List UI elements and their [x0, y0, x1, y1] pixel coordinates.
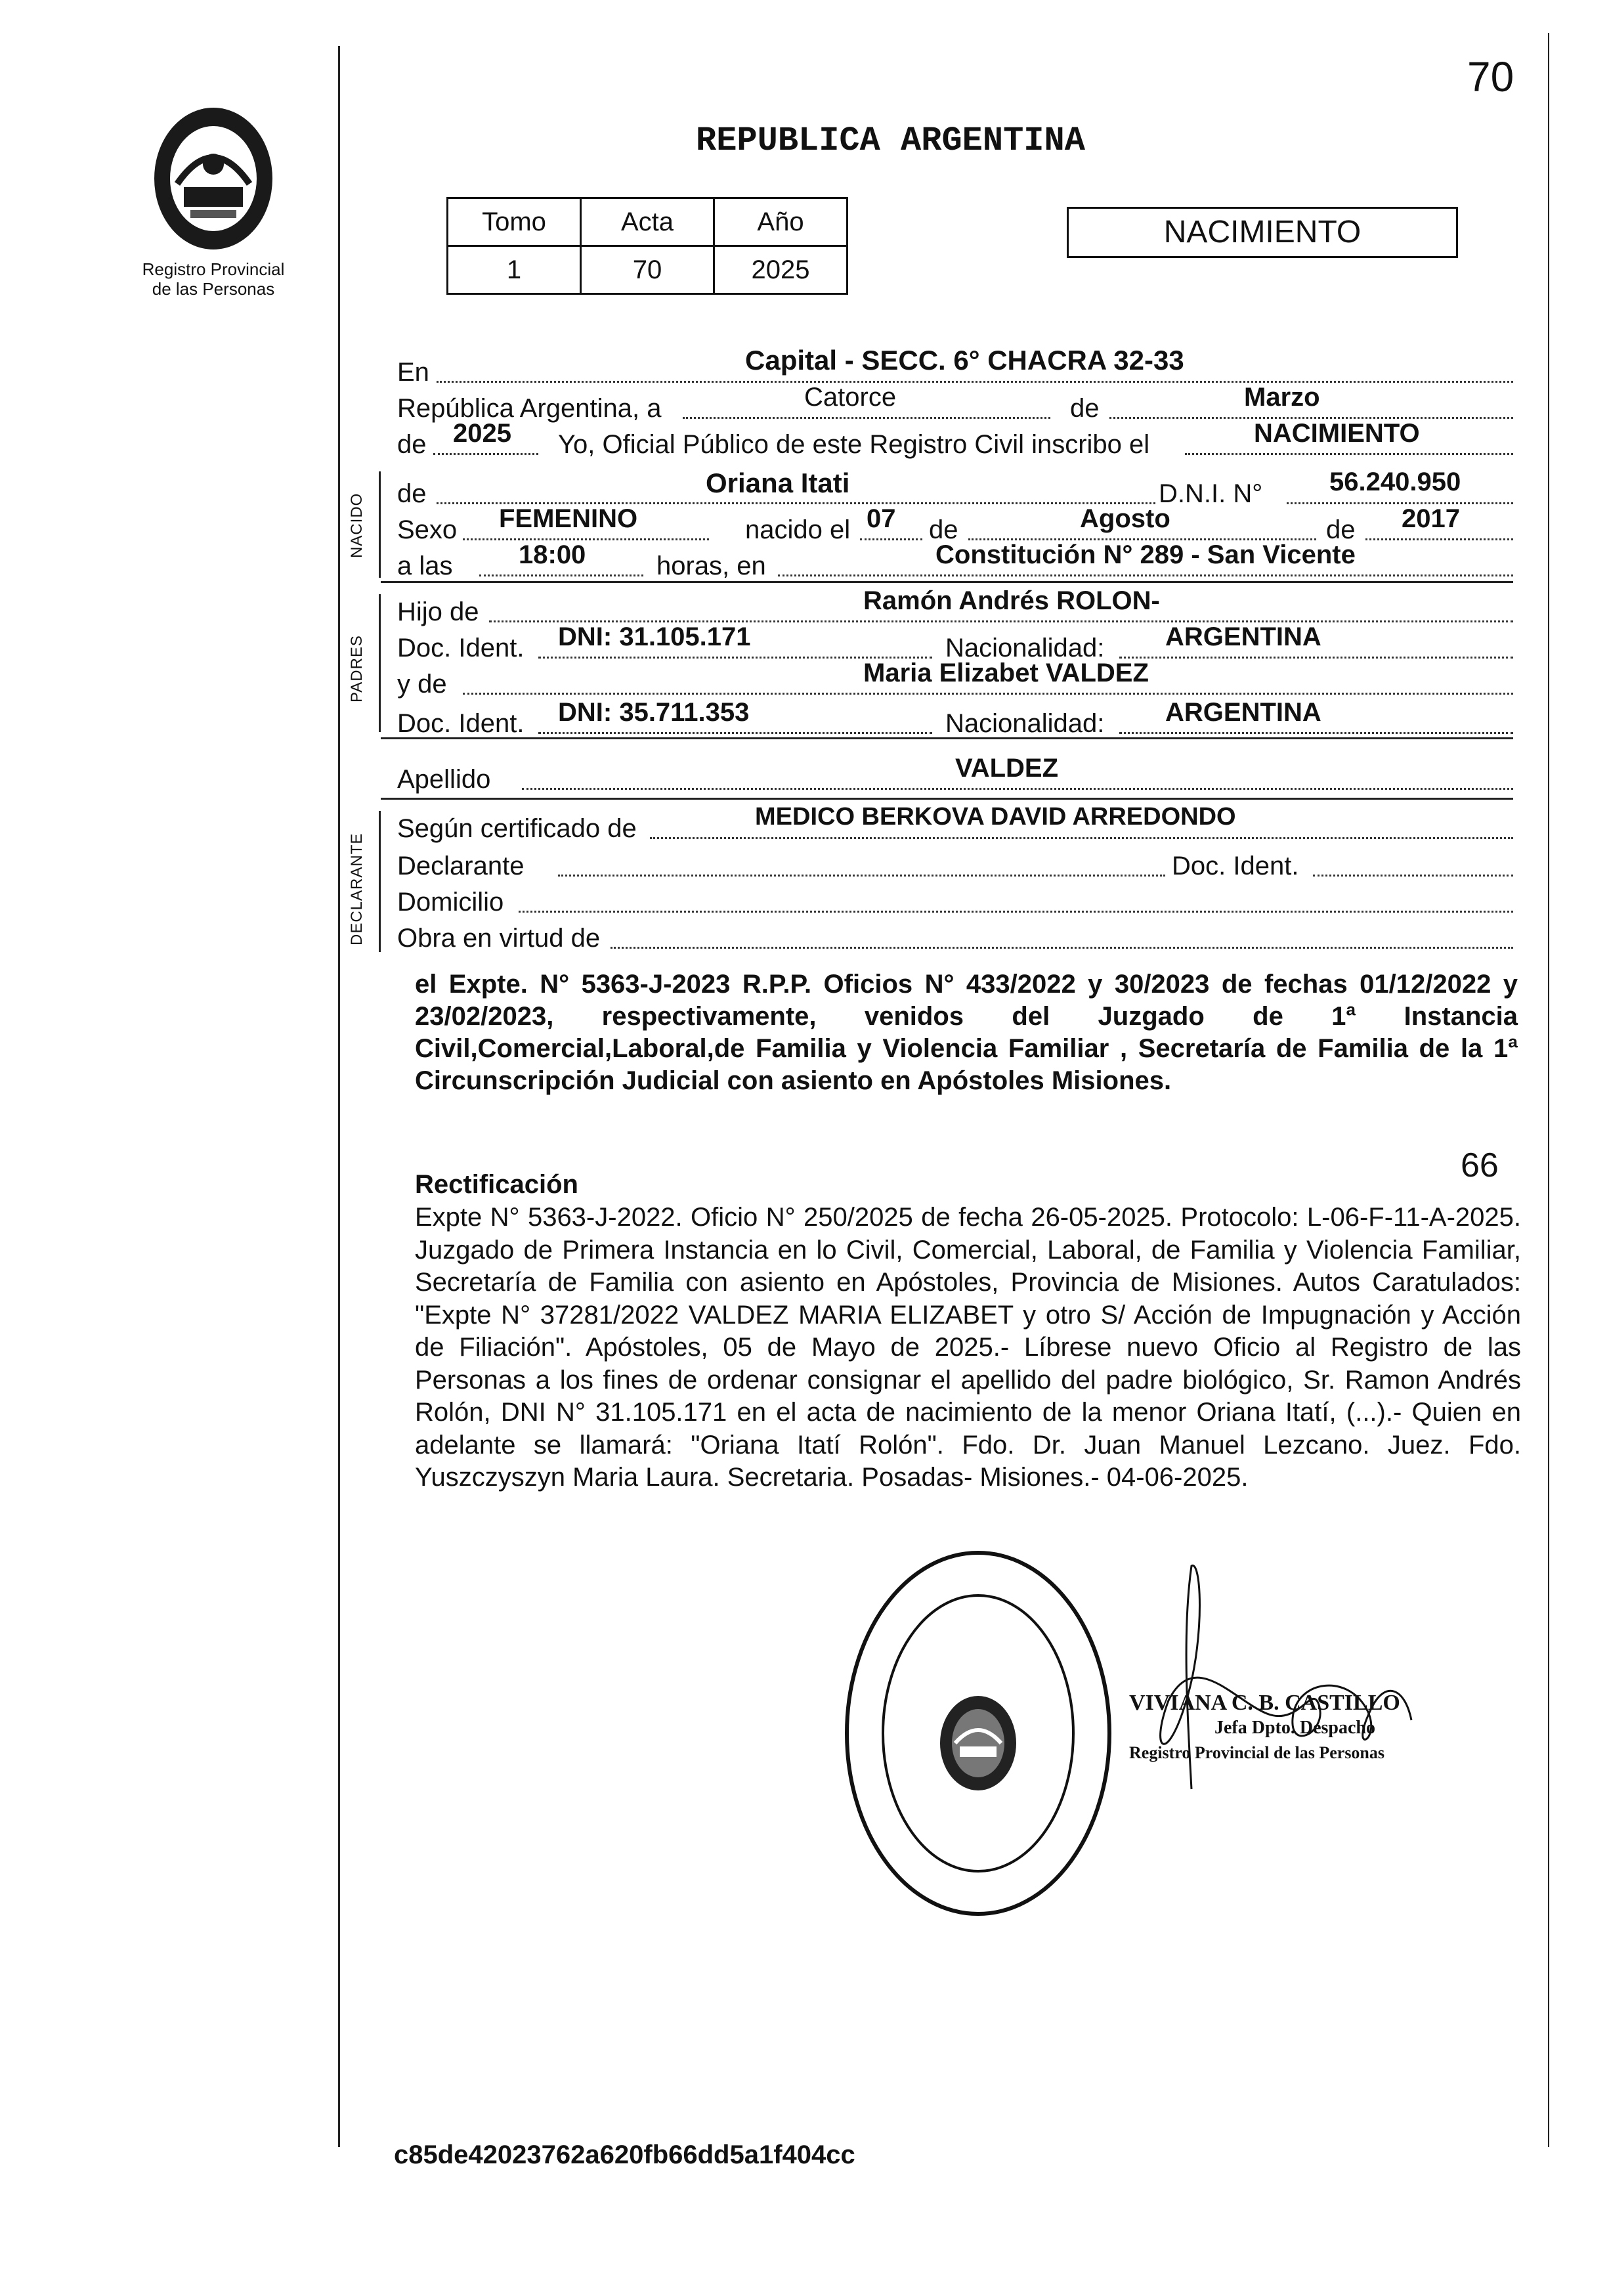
- table-header-anio: Año: [714, 198, 847, 246]
- dotted-line: [519, 911, 1513, 913]
- table-value-acta: 70: [581, 246, 714, 294]
- obra-label: Obra en virtud de: [397, 924, 601, 953]
- official-oval-stamp-icon: [840, 1546, 1116, 1920]
- birth-month: Agosto: [1080, 504, 1170, 533]
- dotted-line: [778, 574, 1513, 576]
- mother-nac-label: Nacionalidad:: [945, 709, 1105, 738]
- table-header-tomo: Tomo: [448, 198, 581, 246]
- inscribo-value: NACIMIENTO: [1254, 419, 1420, 448]
- mother-doc: DNI: 35.711.353: [558, 698, 750, 727]
- birth-place: Constitución N° 289 - San Vicente: [935, 540, 1356, 569]
- birth-year: 2017: [1402, 504, 1460, 533]
- dotted-line: [611, 947, 1513, 949]
- mother-name: Maria Elizabet VALDEZ: [863, 659, 1149, 687]
- dotted-line: [433, 453, 538, 455]
- mother-nationality: ARGENTINA: [1165, 698, 1321, 727]
- dotted-line: [463, 538, 709, 540]
- section-separator: [381, 737, 1513, 739]
- year-value: 2025: [453, 419, 511, 448]
- padres-bracket: [379, 594, 381, 732]
- father-nac-label: Nacionalidad:: [945, 634, 1105, 662]
- section-separator: [381, 798, 1513, 800]
- dotted-line: [1287, 502, 1513, 504]
- annotation-number: 66: [1461, 1146, 1499, 1184]
- dotted-line: [1313, 875, 1513, 877]
- record-table-header-row: [448, 198, 847, 246]
- dotted-line: [1119, 732, 1513, 734]
- nacido-side-label: NACIDO: [348, 492, 366, 558]
- father-doc-label: Doc. Ident.: [397, 634, 525, 662]
- declarante-doc-label: Doc. Ident.: [1172, 852, 1299, 880]
- declarante-label: Declarante: [397, 852, 525, 880]
- registry-label-line2: de las Personas: [152, 279, 275, 299]
- padres-side-label: PADRES: [348, 635, 366, 703]
- signature-stamp-text: [1129, 1691, 1470, 1765]
- year-prefix-label: de: [397, 430, 427, 459]
- dotted-line: [1185, 453, 1513, 455]
- apellido-label: Apellido: [397, 765, 491, 794]
- apellido-value: VALDEZ: [955, 754, 1059, 783]
- declarante-side-label: DECLARANTE: [348, 833, 366, 945]
- horas-label: horas, en: [656, 552, 766, 580]
- en-label: En: [397, 358, 429, 387]
- registry-label-line1: Registro Provincial: [142, 259, 285, 279]
- dni-label: D.N.I. N°: [1159, 479, 1263, 508]
- sexo-value: FEMENINO: [499, 504, 638, 533]
- signature-area: [1129, 1556, 1470, 1792]
- dotted-line: [558, 875, 1165, 877]
- yde-label: y de: [397, 670, 447, 699]
- dotted-line: [522, 788, 1513, 790]
- inscribo-label: Yo, Oficial Público de este Registro Civil inscribo el: [558, 430, 1150, 459]
- registry-label: [125, 259, 302, 299]
- document-hash: c85de42023762a620fb66dd5a1f404cc: [394, 2140, 855, 2169]
- dotted-line: [683, 417, 1050, 419]
- child-name: Oriana Itati: [706, 467, 850, 498]
- table-value-tomo: 1: [448, 246, 581, 294]
- dotted-line: [860, 538, 922, 540]
- obra-text: el Expte. N° 5363-J-2023 R.P.P. Oficios N° 433/2022 y 30/2023 de fechas 01/12/2022 y 23/02/2023, respectivamente, venidos del Juzgado de 1ª Instancia Civil,Comercial,Laboral,de Familia y Violencia Familiar , Secretaría de Familia de la 1ª Circunscripción Judicial con asiento en Apóstoles Misiones.: [415, 970, 1518, 1095]
- dotted-line: [463, 693, 1513, 695]
- dotted-line: [437, 381, 1513, 383]
- dotted-line: [1119, 657, 1513, 659]
- birth-day: 07: [867, 504, 896, 533]
- republica-label: República Argentina, a: [397, 394, 662, 423]
- birth-de2-label: de: [1326, 515, 1356, 544]
- provincial-seal-icon: [144, 105, 282, 256]
- nacido-de-label: de: [397, 479, 427, 508]
- left-margin-line: [338, 46, 340, 2147]
- nacido-el-label: nacido el: [745, 515, 851, 544]
- cert-value: MEDICO BERKOVA DAVID ARREDONDO: [755, 803, 1236, 831]
- rectificacion-body: Expte N° 5363-J-2022. Oficio N° 250/2025 de fecha 26-05-2025. Protocolo: L-06-F-11-A-2025. Juzgado de Primera Instancia en lo Civil, Comercial, Laboral, de Familia y Violencia Familiar, Secretaría de Familia con asiento en Apóstoles, Provincia de Misiones. Autos Caratulados: "Expte N° 37281/2022 VALDEZ MARIA ELIZABET y otro S/ Acción de Impugnación y Acción de Filiación". Apóstoles, 05 de Mayo de 2025.- Líbrese nuevo Oficio al Registro de las Personas a los fines de ordenar consignar el apellido del padre biológico, Sr. Ramon Andrés Rolón, DNI N° 31.105.171 en el acta de nacimiento de la menor Oriana Itatí, (...).- Quien en adelante se llamará: "Oriana Itatí Rolón". Fdo. Dr. Juan Manuel Lezcano. Juez. Fdo. Yuszczyszyn Maria Laura. Secretaria. Posadas- Misiones.- 04-06-2025.: [415, 1203, 1521, 1492]
- table-value-anio: 2025: [714, 246, 847, 294]
- doc-type-box: NACIMIENTO: [1067, 207, 1458, 258]
- domicilio-label: Domicilio: [397, 888, 504, 917]
- dotted-line: [1365, 538, 1513, 540]
- signature-stamp-line1: VIVIANA C. B. CASTILLO: [1129, 1691, 1400, 1715]
- birth-time: 18:00: [519, 540, 586, 569]
- registry-logo: [144, 105, 282, 256]
- mother-doc-label: Doc. Ident.: [397, 709, 525, 738]
- record-table: [446, 197, 848, 295]
- nacido-bracket: [379, 471, 381, 578]
- de-label: de: [1070, 394, 1100, 423]
- cert-label: Según certificado de: [397, 814, 637, 843]
- hijo-label: Hijo de: [397, 597, 479, 626]
- dotted-line: [650, 837, 1513, 839]
- signature-stamp-line2: Jefa Dpto. Despacho: [1214, 1718, 1375, 1738]
- dotted-line: [479, 574, 643, 576]
- page-number: 70: [1467, 53, 1514, 100]
- month-value: Marzo: [1244, 383, 1320, 412]
- right-margin-line: [1548, 33, 1549, 2147]
- child-dni: 56.240.950: [1329, 467, 1461, 496]
- father-nationality: ARGENTINA: [1165, 622, 1321, 651]
- rectificacion-title: Rectificación: [415, 1170, 578, 1199]
- alas-label: a las: [397, 552, 453, 580]
- table-header-acta: Acta: [581, 198, 714, 246]
- section-separator: [381, 581, 1513, 583]
- place-value: Capital - SECC. 6° CHACRA 32-33: [745, 345, 1184, 376]
- dotted-line: [538, 732, 932, 734]
- birth-de1-label: de: [929, 515, 958, 544]
- day-value: Catorce: [804, 383, 897, 412]
- father-doc: DNI: 31.105.171: [558, 622, 751, 651]
- official-stamp: [840, 1546, 1116, 1920]
- record-table-value-row: [448, 246, 847, 294]
- page-title: REPUBLICA ARGENTINA: [696, 121, 1085, 160]
- declarante-bracket: [379, 811, 381, 952]
- father-name: Ramón Andrés ROLON-: [863, 586, 1160, 615]
- sexo-label: Sexo: [397, 515, 458, 544]
- signature-stamp-line3: Registro Provincial de las Personas: [1129, 1743, 1385, 1762]
